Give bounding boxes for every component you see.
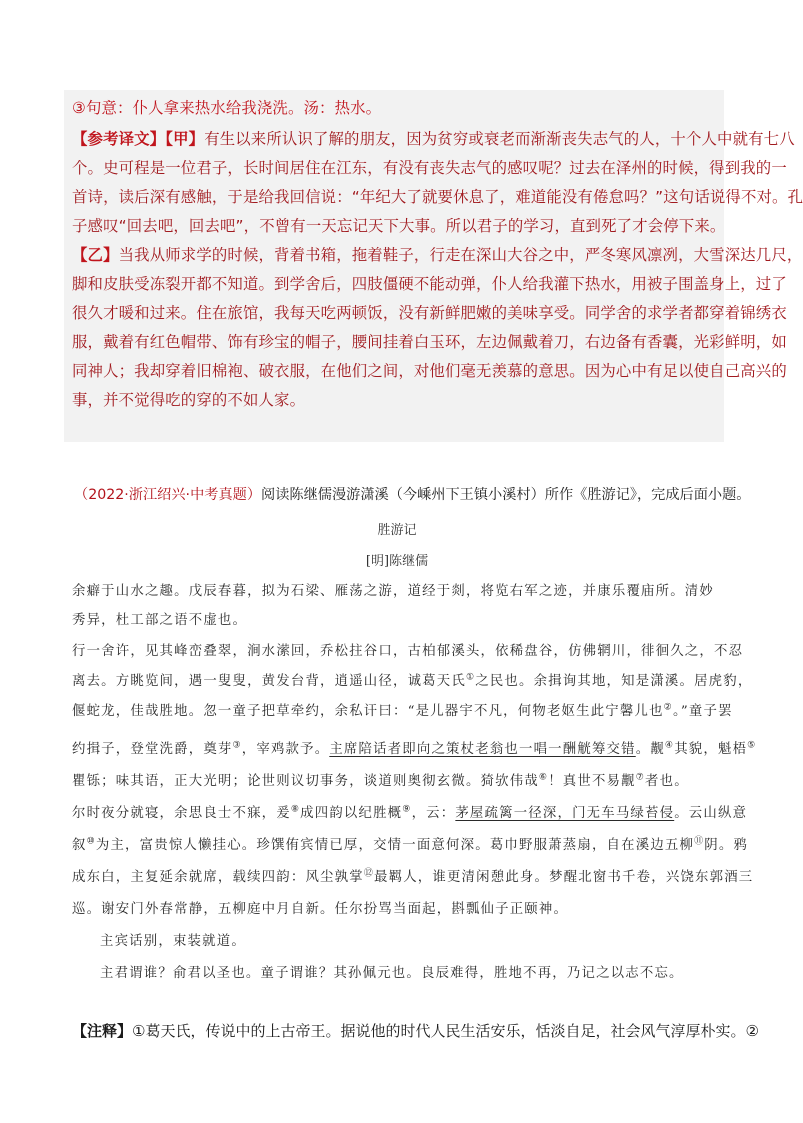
essay-author: [明]陈继儒	[365, 554, 429, 569]
essay-p3-line-1: 尔时夜分就寝，余思良士不寐，爰⑧成四韵以纪胜概⑨，云：茅屋疏篱一径深，门无车马绿苔侵。云山纵意	[72, 804, 748, 821]
underlined-sentence-1: 主席陪话者即向之策杖老翁也一唱一酬觥筹交错	[329, 742, 636, 757]
translation-jia-line-4: 子感叹“回去吧，回去吧”，不曾有一天忘记天下大事。所以君子的学习，直到死了才会停下来。	[72, 217, 726, 235]
answer-line-sentence-meaning: ③句意：仆人拿来热水给我浇洗。汤：热水。	[72, 99, 382, 117]
translation-jia-line-1: 【参考译文】【甲】有生以来所认识了解的朋友，因为贫穷或衰老而渐渐丧失志气的人，十个人中就有七八	[72, 130, 795, 148]
essay-p1-line-2: 秀异，杜工部之语不虚也。	[72, 613, 248, 628]
reference-translation-label: 【参考译文】	[72, 130, 166, 148]
translation-yi-line-2: 脚和皮肤受冻裂开都不知道。到学舍后，四肢僵硬不能动弹，仆人给我灌下热水，用被子围盖身上，过了	[72, 275, 787, 293]
translation-jia-line-2: 个。史可程是一位君子，长时间居住在江东，有没有丧失志气的感叹呢？过去在泽州的时候，得到我的一	[72, 159, 787, 177]
essay-p3-line-3: 成东白，主复延余就席，载续四韵：风尘孰掌⑫最羁人，谁更清闲憩此身。梦醒北窗书千卷，兴饶东郭酒三	[72, 868, 754, 885]
translation-jia-line-3: 首诗，读后深有感触，于是给我回信说：“年纪大了就要休息了，难道能没有倦怠吗？”这句话说得不对。孔	[72, 188, 803, 206]
essay-p3-line-2: 叙⑩为主，富贵惊人懒挂心。珍馔侑宾情已厚，交情一面意何深。葛巾野服萧蒸扇，自在溪边五柳⑪阴。鸦	[72, 836, 749, 853]
translation-yi-line-5: 同神人；我却穿着旧棉袍、破衣服，在他们之间，对他们毫无羡慕的意思。因为心中有足以使自己高兴的	[72, 362, 787, 380]
essay-p2-line-2: 离去。方眺览间，遇一叟叟，黄发台背，逍遥山径，诚葛天氏①之民也。余揖询其地，知是潇溪。居虎豹，	[72, 672, 753, 689]
yi-label: 【乙】	[72, 246, 119, 264]
underlined-sentence-2: 茅屋疏篱一径深，门无车马绿苔侵	[455, 806, 675, 821]
question-source: （2022·浙江绍兴·中考真题）	[74, 487, 262, 503]
essay-p4: 主宾话别，束装就道。	[100, 934, 246, 949]
question-instruction: 阅读陈继儒漫游潇溪（今嵊州下王镇小溪村）所作《胜游记》，完成后面小题。	[261, 487, 751, 503]
essay-p5: 主君谓谁？俞君以圣也。童子谓谁？其孙佩元也。良辰难得，胜地不再，乃记之以志不忘。	[100, 966, 684, 981]
essay-p3-line-4: 巡。谢安门外春常静，五柳庭中月自新。任尔扮骂当面起，斟瓢仙子正颐神。	[72, 902, 569, 917]
essay-p2-line-3: 偃蛇龙，佳哉胜地。忽一童子把草牵约，余私讦曰：“是儿器宇不凡，何物老妪生此宁馨儿也②。”童子罢	[72, 702, 733, 719]
essay-p2-line-5: 瞿铄；味其语，正大光明；论世则议切事务，谈道则奥彻玄微。猗欤伟哉⑥！真世不易觏⑦者也。	[72, 772, 689, 789]
essay-p1-line-1: 余癖于山水之趣。戊辰春暮，拟为石梁、雁荡之游，道经于剡，将览右军之迹，并康乐覆庙所。清妙	[72, 584, 714, 599]
annotation-section	[72, 1020, 759, 1041]
essay-p2-line-1: 行一舍许，见其峰峦叠翠，涧水潆回，乔松拄谷口，古柏郁溪头，依稀盘谷，仿佛辋川，徘徊久之，不忍	[72, 644, 744, 659]
translation-yi-line-1: 【乙】当我从师求学的时候，背着书箱，拖着鞋子，行走在深山大谷之中，严冬寒风凛冽，大雪深达几尺，	[72, 246, 803, 264]
annotation-label: 【注释】	[72, 1022, 133, 1040]
essay-title: 胜游记	[377, 523, 417, 538]
translation-yi-line-6: 事，并不觉得吃的穿的不如人家。	[72, 391, 306, 409]
translation-yi-line-3: 很久才暖和过来。住在旅馆，我每天吃两顿饭，没有新鲜肥嫩的美味享受。同学舍的求学者都穿着锦绣衣	[72, 304, 787, 322]
annotation-text: ①葛天氏，传说中的上古帝王。据说他的时代人民生活安乐，恬淡自足，社会风气淳厚朴实。②	[132, 1022, 759, 1040]
essay-p2-line-4: 约揖子，登堂洗爵，奠芽③，宰鸡款予。主席陪话者即向之策杖老翁也一唱一酬觥筹交错。觏④其貌，魁梧⑤	[72, 740, 757, 757]
answer-explanation-box	[64, 90, 803, 442]
translation-yi-line-4: 服，戴着有红色帽带、饰有珍宝的帽子，腰间挂着白玉环，左边佩戴着刀，右边备有香囊，光彩鲜明，如	[72, 333, 787, 351]
jia-label: 【甲】	[165, 130, 205, 148]
question-heading	[74, 484, 754, 504]
